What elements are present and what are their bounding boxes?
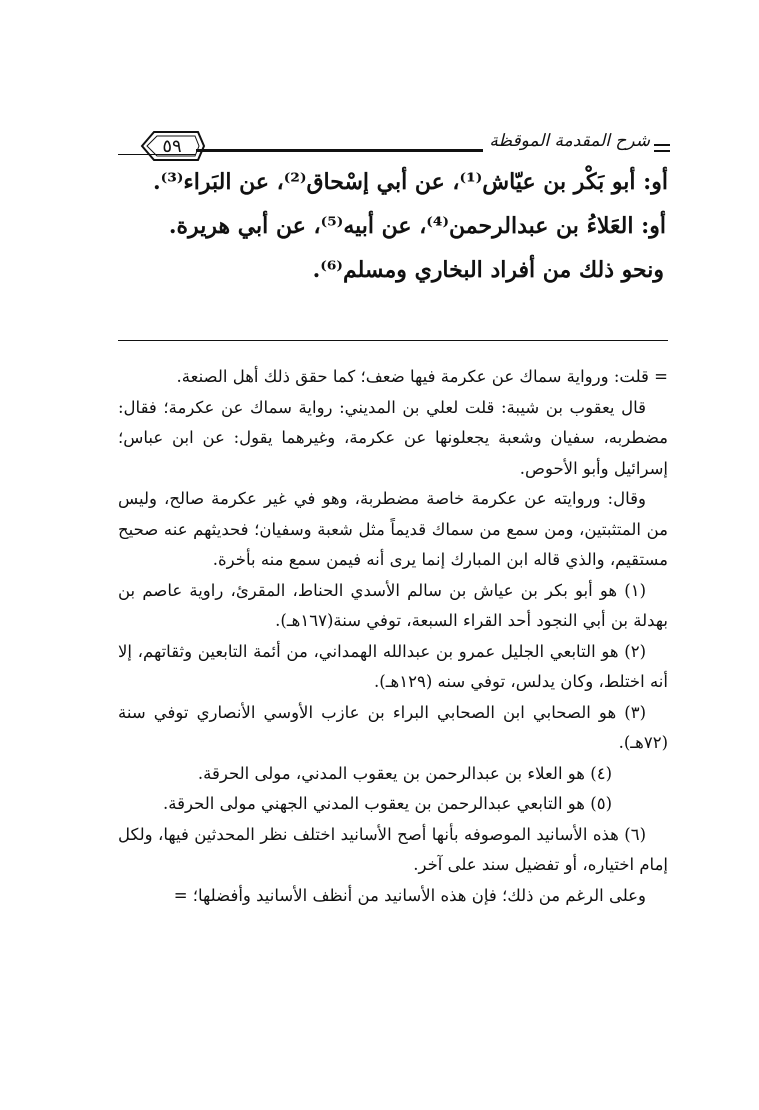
footnote-item: (٢) هو التابعي الجليل عمرو بن عبدالله الهمداني، من أئمة التابعين وثقاتهم، إلا أنه اختلط، وكان يدلس، توفي سنه (١٢٩هـ). xyxy=(118,641,668,691)
main-line: أو: أبو بَكْر بن عيّاش⁽¹⁾، عن أبي إسْحاق⁽²⁾، عن البَراء⁽³⁾. xyxy=(152,169,668,195)
footnote-separator xyxy=(118,340,668,341)
page-number: ٥٩ xyxy=(162,136,182,157)
page-header xyxy=(118,120,670,164)
footnote-item: (٤) هو العلاء بن عبدالرحمن بن يعقوب المدني، مولى الحرقة. xyxy=(197,763,612,783)
footnote-continuation: = قلت: ورواية سماك عن عكرمة فيها ضعف؛ كما حقق ذلك أهل الصنعة. xyxy=(176,367,668,386)
main-line: ونحو ذلك من أفراد البخاري ومسلم⁽⁶⁾. xyxy=(312,257,664,283)
footnote-continuation: وقال: وروايته عن عكرمة خاصة مضطربة، وهو في غير عكرمة صالح، وليس من المتثبتين، ومن سمع من سماك قديماً مثل شعبة وسفيان؛ فحديثهم عنه صحيح مستقيم، والذي قاله ابن المبارك إنما يرى أنه فيمن سمع منه بأخرة. xyxy=(118,489,668,569)
footnote-item: (٥) هو التابعي عبدالرحمن بن يعقوب المدني الجهني مولى الحرقة. xyxy=(163,794,612,813)
main-line: أو: العَلاءُ بن عبدالرحمن⁽⁴⁾، عن أبيه⁽⁵⁾، عن أبي هريرة. xyxy=(168,213,666,239)
footnote-final: وعلى الرغم من ذلك؛ فإن هذه الأسانيد من أنظف الأسانيد وأفضلها؛ = xyxy=(173,885,646,905)
main-text xyxy=(120,160,668,292)
footnotes xyxy=(118,362,668,911)
footnote-item: (٦) هذه الأسانيد الموصوفه بأنها أصح الأسانيد اختلف نظر المحدثين فيها، ولكل إمام اختياره، أو تفضيل سند على آخر. xyxy=(118,824,668,874)
footnote-item: (١) هو أبو بكر بن عياش بن سالم الأسدي الحناط، المقرئ، راوية عاصم بن بهدلة بن أبي النجود أحد القراء السبعة، توفي سنة(١٦٧هـ). xyxy=(118,580,668,630)
footnote-item: (٣) هو الصحابي ابن الصحابي البراء بن عازب الأوسي الأنصاري توفي سنة (٧٢هـ). xyxy=(118,702,668,752)
footnote-continuation: قال يعقوب بن شيبة: قلت لعلي بن المديني: رواية سماك عن عكرمة؛ فقال: مضطربه، سفيان وشعبة يجعلونها عن عكرمة، وغيرهما يقول: عن ابن عباس؛ إسرائيل وأبو الأحوص. xyxy=(118,397,668,478)
header-tail-rule xyxy=(654,144,670,146)
running-title: شرح المقدمة الموقظة xyxy=(483,130,656,152)
header-tail-rule-lower xyxy=(654,150,670,152)
